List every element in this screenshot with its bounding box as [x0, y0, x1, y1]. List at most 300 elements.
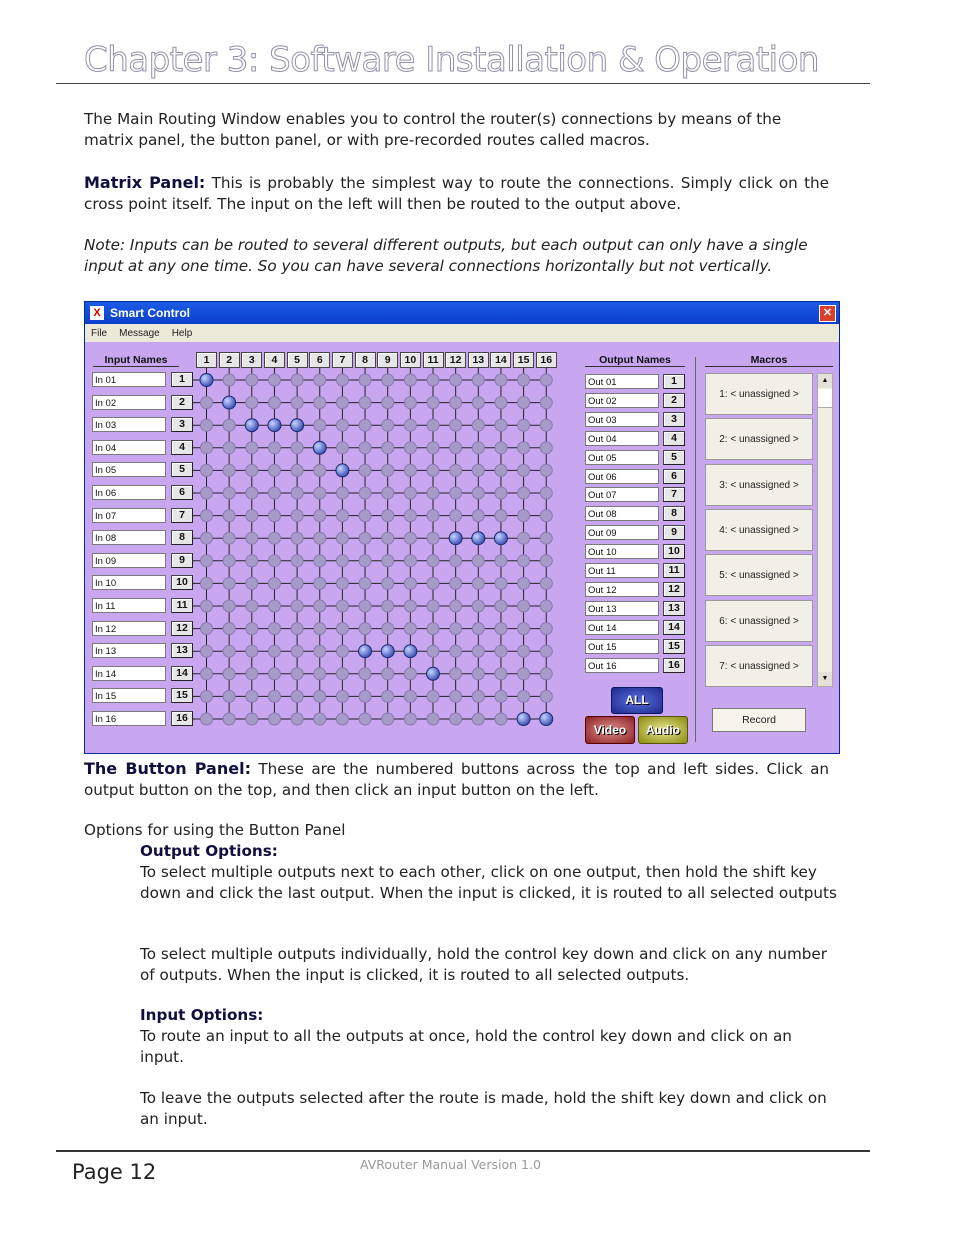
crosspoint[interactable] [472, 623, 484, 635]
crosspoint[interactable] [291, 487, 303, 499]
crosspoint[interactable] [518, 397, 530, 409]
crosspoint[interactable] [382, 374, 394, 386]
crosspoint[interactable] [359, 510, 371, 522]
crosspoint[interactable] [246, 600, 258, 612]
crosspoint[interactable] [201, 397, 213, 409]
crosspoint[interactable] [540, 623, 552, 635]
crosspoint[interactable] [450, 397, 462, 409]
crosspoint-active[interactable] [427, 667, 440, 680]
crosspoint[interactable] [291, 374, 303, 386]
crosspoint[interactable] [223, 577, 235, 589]
crosspoint[interactable] [472, 713, 484, 725]
crosspoint[interactable] [495, 442, 507, 454]
crosspoint[interactable] [404, 487, 416, 499]
crosspoint[interactable] [291, 577, 303, 589]
output-name-field[interactable]: Out 09 [585, 525, 659, 540]
crosspoint[interactable] [201, 690, 213, 702]
crosspoint[interactable] [268, 510, 280, 522]
crosspoint[interactable] [359, 442, 371, 454]
crosspoint[interactable] [495, 668, 507, 680]
crosspoint[interactable] [404, 419, 416, 431]
crosspoint[interactable] [472, 645, 484, 657]
crosspoint[interactable] [336, 668, 348, 680]
crosspoint[interactable] [404, 464, 416, 476]
crosspoint-active[interactable] [472, 532, 485, 545]
crosspoint[interactable] [246, 668, 258, 680]
crosspoint[interactable] [495, 690, 507, 702]
crosspoint[interactable] [246, 577, 258, 589]
crosspoint[interactable] [540, 419, 552, 431]
crosspoint[interactable] [382, 600, 394, 612]
input-button[interactable]: 11 [171, 598, 193, 613]
crosspoint[interactable] [518, 690, 530, 702]
output-column-button[interactable]: 13 [468, 352, 489, 368]
crosspoint[interactable] [472, 690, 484, 702]
crosspoint[interactable] [359, 532, 371, 544]
output-name-field[interactable]: Out 04 [585, 431, 659, 446]
crosspoint[interactable] [450, 374, 462, 386]
output-name-field[interactable]: Out 15 [585, 639, 659, 654]
crosspoint[interactable] [291, 623, 303, 635]
crosspoint[interactable] [291, 397, 303, 409]
macro-button[interactable]: 3: < unassigned > [705, 464, 813, 506]
crosspoint[interactable] [223, 464, 235, 476]
output-column-button[interactable]: 16 [536, 352, 557, 368]
input-button[interactable]: 13 [171, 643, 193, 658]
crosspoint[interactable] [223, 645, 235, 657]
crosspoint-active[interactable] [404, 645, 417, 658]
output-name-field[interactable]: Out 01 [585, 374, 659, 389]
crosspoint[interactable] [472, 374, 484, 386]
crosspoint[interactable] [540, 555, 552, 567]
all-button[interactable]: ALL [611, 687, 663, 714]
output-button[interactable]: 11 [663, 563, 685, 578]
crosspoint[interactable] [201, 487, 213, 499]
crosspoint[interactable] [336, 532, 348, 544]
crosspoint[interactable] [427, 442, 439, 454]
crosspoint[interactable] [246, 442, 258, 454]
crosspoint-active[interactable] [449, 532, 462, 545]
crosspoint-active[interactable] [245, 419, 258, 432]
crosspoint-active[interactable] [223, 396, 236, 409]
close-icon[interactable]: ✕ [819, 305, 836, 322]
crosspoint[interactable] [495, 577, 507, 589]
output-column-button[interactable]: 1 [196, 352, 217, 368]
crosspoint[interactable] [450, 464, 462, 476]
input-name-field[interactable]: In 16 [92, 711, 166, 726]
crosspoint[interactable] [382, 690, 394, 702]
crosspoint[interactable] [518, 668, 530, 680]
output-column-button[interactable]: 6 [309, 352, 330, 368]
crosspoint[interactable] [427, 623, 439, 635]
crosspoint[interactable] [291, 555, 303, 567]
crosspoint[interactable] [223, 690, 235, 702]
crosspoint[interactable] [268, 442, 280, 454]
input-button[interactable]: 8 [171, 530, 193, 545]
crosspoint-active[interactable] [381, 645, 394, 658]
output-column-button[interactable]: 12 [445, 352, 466, 368]
output-column-button[interactable]: 10 [400, 352, 421, 368]
input-name-field[interactable]: In 09 [92, 553, 166, 568]
crosspoint[interactable] [268, 713, 280, 725]
crosspoint[interactable] [495, 397, 507, 409]
crosspoint[interactable] [518, 532, 530, 544]
crosspoint[interactable] [336, 690, 348, 702]
crosspoint[interactable] [336, 555, 348, 567]
crosspoint[interactable] [314, 374, 326, 386]
crosspoint[interactable] [427, 690, 439, 702]
crosspoint[interactable] [540, 464, 552, 476]
crosspoint[interactable] [314, 713, 326, 725]
output-column-button[interactable]: 4 [264, 352, 285, 368]
crosspoint[interactable] [427, 487, 439, 499]
crosspoint[interactable] [427, 645, 439, 657]
crosspoint[interactable] [336, 510, 348, 522]
crosspoint[interactable] [291, 442, 303, 454]
scroll-down-icon[interactable]: ▼ [818, 672, 832, 686]
output-column-button[interactable]: 5 [287, 352, 308, 368]
crosspoint[interactable] [427, 555, 439, 567]
crosspoint[interactable] [336, 374, 348, 386]
output-button[interactable]: 10 [663, 544, 685, 559]
output-button[interactable]: 2 [663, 393, 685, 408]
output-name-field[interactable]: Out 08 [585, 506, 659, 521]
crosspoint[interactable] [427, 713, 439, 725]
crosspoint[interactable] [291, 532, 303, 544]
crosspoint[interactable] [223, 555, 235, 567]
output-name-field[interactable]: Out 05 [585, 450, 659, 465]
crosspoint[interactable] [336, 442, 348, 454]
crosspoint[interactable] [268, 623, 280, 635]
crosspoint[interactable] [268, 668, 280, 680]
output-column-button[interactable]: 11 [423, 352, 444, 368]
crosspoint[interactable] [450, 487, 462, 499]
crosspoint[interactable] [291, 510, 303, 522]
menu-message[interactable]: Message [119, 327, 160, 339]
crosspoint[interactable] [291, 713, 303, 725]
crosspoint[interactable] [201, 464, 213, 476]
crosspoint[interactable] [382, 532, 394, 544]
crosspoint-active[interactable] [291, 419, 304, 432]
menu-file[interactable]: File [91, 327, 108, 339]
crosspoint[interactable] [223, 487, 235, 499]
output-button[interactable]: 1 [663, 374, 685, 389]
crosspoint[interactable] [495, 419, 507, 431]
crosspoint[interactable] [495, 487, 507, 499]
crosspoint[interactable] [427, 577, 439, 589]
crosspoint[interactable] [382, 397, 394, 409]
crosspoint[interactable] [359, 690, 371, 702]
crosspoint[interactable] [314, 600, 326, 612]
crosspoint[interactable] [427, 374, 439, 386]
input-name-field[interactable]: In 07 [92, 508, 166, 523]
crosspoint[interactable] [314, 690, 326, 702]
crosspoint[interactable] [268, 464, 280, 476]
crosspoint[interactable] [450, 713, 462, 725]
crosspoint[interactable] [336, 713, 348, 725]
input-button[interactable]: 5 [171, 462, 193, 477]
crosspoint[interactable] [427, 397, 439, 409]
crosspoint[interactable] [404, 442, 416, 454]
crosspoint[interactable] [268, 487, 280, 499]
crosspoint[interactable] [540, 532, 552, 544]
crosspoint[interactable] [314, 577, 326, 589]
output-name-field[interactable]: Out 14 [585, 620, 659, 635]
crosspoint[interactable] [201, 577, 213, 589]
crosspoint[interactable] [450, 510, 462, 522]
crosspoint[interactable] [314, 397, 326, 409]
crosspoint[interactable] [359, 713, 371, 725]
input-name-field[interactable]: In 08 [92, 530, 166, 545]
output-column-button[interactable]: 15 [513, 352, 534, 368]
crosspoint[interactable] [201, 668, 213, 680]
input-name-field[interactable]: In 14 [92, 666, 166, 681]
crosspoint[interactable] [495, 623, 507, 635]
crosspoint-active[interactable] [359, 645, 372, 658]
crosspoint[interactable] [540, 600, 552, 612]
input-name-field[interactable]: In 02 [92, 395, 166, 410]
crosspoint[interactable] [540, 645, 552, 657]
crosspoint[interactable] [382, 577, 394, 589]
input-name-field[interactable]: In 01 [92, 372, 166, 387]
crosspoint[interactable] [472, 555, 484, 567]
output-name-field[interactable]: Out 16 [585, 658, 659, 673]
crosspoint[interactable] [404, 713, 416, 725]
crosspoint[interactable] [201, 419, 213, 431]
crosspoint[interactable] [268, 397, 280, 409]
crosspoint[interactable] [540, 487, 552, 499]
crosspoint[interactable] [518, 419, 530, 431]
crosspoint[interactable] [359, 577, 371, 589]
output-button[interactable]: 3 [663, 412, 685, 427]
crosspoint[interactable] [404, 577, 416, 589]
crosspoint[interactable] [540, 510, 552, 522]
input-name-field[interactable]: In 13 [92, 643, 166, 658]
crosspoint[interactable] [495, 464, 507, 476]
crosspoint-active[interactable] [517, 713, 530, 726]
crosspoint-active[interactable] [313, 441, 326, 454]
crosspoint[interactable] [382, 510, 394, 522]
crosspoint[interactable] [540, 577, 552, 589]
crosspoint[interactable] [472, 419, 484, 431]
crosspoint[interactable] [382, 555, 394, 567]
crosspoint[interactable] [268, 577, 280, 589]
audio-button[interactable]: Audio [638, 716, 688, 744]
crosspoint[interactable] [268, 600, 280, 612]
crosspoint[interactable] [201, 555, 213, 567]
output-column-button[interactable]: 7 [332, 352, 353, 368]
crosspoint[interactable] [246, 555, 258, 567]
crosspoint[interactable] [450, 419, 462, 431]
output-button[interactable]: 9 [663, 525, 685, 540]
crosspoint[interactable] [246, 464, 258, 476]
output-button[interactable]: 16 [663, 658, 685, 673]
input-button[interactable]: 10 [171, 575, 193, 590]
output-name-field[interactable]: Out 13 [585, 601, 659, 616]
input-name-field[interactable]: In 10 [92, 575, 166, 590]
crosspoint[interactable] [472, 510, 484, 522]
output-name-field[interactable]: Out 12 [585, 582, 659, 597]
output-name-field[interactable]: Out 11 [585, 563, 659, 578]
crosspoint[interactable] [223, 442, 235, 454]
crosspoint-active[interactable] [540, 713, 553, 726]
crosspoint[interactable] [404, 510, 416, 522]
output-button[interactable]: 13 [663, 601, 685, 616]
crosspoint[interactable] [201, 510, 213, 522]
crosspoint[interactable] [382, 623, 394, 635]
crosspoint[interactable] [450, 577, 462, 589]
output-button[interactable]: 12 [663, 582, 685, 597]
video-button[interactable]: Video [585, 716, 635, 744]
crosspoint[interactable] [472, 442, 484, 454]
crosspoint[interactable] [336, 419, 348, 431]
crosspoint[interactable] [404, 555, 416, 567]
crosspoint[interactable] [314, 464, 326, 476]
output-column-button[interactable]: 14 [490, 352, 511, 368]
crosspoint[interactable] [450, 623, 462, 635]
crosspoint[interactable] [518, 442, 530, 454]
crosspoint[interactable] [427, 532, 439, 544]
crosspoint[interactable] [472, 487, 484, 499]
crosspoint[interactable] [382, 487, 394, 499]
crosspoint-active[interactable] [268, 419, 281, 432]
crosspoint[interactable] [404, 690, 416, 702]
crosspoint[interactable] [540, 374, 552, 386]
crosspoint[interactable] [268, 374, 280, 386]
crosspoint[interactable] [201, 645, 213, 657]
input-button[interactable]: 12 [171, 621, 193, 636]
crosspoint[interactable] [246, 645, 258, 657]
crosspoint[interactable] [495, 374, 507, 386]
input-button[interactable]: 16 [171, 711, 193, 726]
output-button[interactable]: 6 [663, 469, 685, 484]
output-button[interactable]: 15 [663, 639, 685, 654]
crosspoint[interactable] [201, 713, 213, 725]
crosspoint[interactable] [314, 668, 326, 680]
crosspoint[interactable] [246, 713, 258, 725]
crosspoint[interactable] [246, 397, 258, 409]
crosspoint[interactable] [359, 600, 371, 612]
output-column-button[interactable]: 8 [355, 352, 376, 368]
crosspoint[interactable] [291, 645, 303, 657]
macro-button[interactable]: 5: < unassigned > [705, 554, 813, 596]
crosspoint[interactable] [495, 555, 507, 567]
crosspoint[interactable] [359, 464, 371, 476]
macro-button[interactable]: 2: < unassigned > [705, 418, 813, 460]
input-name-field[interactable]: In 12 [92, 621, 166, 636]
crosspoint[interactable] [540, 442, 552, 454]
crosspoint[interactable] [359, 374, 371, 386]
crosspoint[interactable] [223, 600, 235, 612]
scroll-thumb[interactable] [818, 389, 832, 408]
crosspoint[interactable] [518, 555, 530, 567]
crosspoint[interactable] [495, 600, 507, 612]
output-column-button[interactable]: 2 [219, 352, 240, 368]
output-button[interactable]: 4 [663, 431, 685, 446]
crosspoint[interactable] [450, 442, 462, 454]
crosspoint[interactable] [450, 555, 462, 567]
crosspoint[interactable] [223, 510, 235, 522]
crosspoint[interactable] [427, 510, 439, 522]
crosspoint[interactable] [540, 397, 552, 409]
crosspoint[interactable] [427, 419, 439, 431]
crosspoint[interactable] [382, 464, 394, 476]
input-button[interactable]: 15 [171, 688, 193, 703]
crosspoint[interactable] [336, 397, 348, 409]
crosspoint[interactable] [223, 532, 235, 544]
crosspoint[interactable] [359, 419, 371, 431]
crosspoint[interactable] [404, 600, 416, 612]
crosspoint[interactable] [404, 374, 416, 386]
crosspoint[interactable] [291, 600, 303, 612]
crosspoint[interactable] [336, 577, 348, 589]
output-column-button[interactable]: 9 [377, 352, 398, 368]
crosspoint[interactable] [223, 623, 235, 635]
output-button[interactable]: 8 [663, 506, 685, 521]
input-button[interactable]: 3 [171, 417, 193, 432]
crosspoint[interactable] [472, 668, 484, 680]
crosspoint[interactable] [540, 668, 552, 680]
crosspoint[interactable] [268, 555, 280, 567]
output-button[interactable]: 7 [663, 487, 685, 502]
crosspoint-active[interactable] [200, 374, 213, 387]
crosspoint[interactable] [314, 645, 326, 657]
input-button[interactable]: 7 [171, 508, 193, 523]
crosspoint[interactable] [201, 623, 213, 635]
crosspoint[interactable] [246, 487, 258, 499]
crosspoint[interactable] [495, 645, 507, 657]
crosspoint[interactable] [246, 374, 258, 386]
crosspoint[interactable] [314, 532, 326, 544]
crosspoint[interactable] [518, 510, 530, 522]
crosspoint[interactable] [336, 623, 348, 635]
crosspoint[interactable] [450, 668, 462, 680]
crosspoint[interactable] [314, 555, 326, 567]
crosspoint[interactable] [518, 374, 530, 386]
crosspoint[interactable] [291, 690, 303, 702]
crosspoint[interactable] [404, 532, 416, 544]
crosspoint[interactable] [201, 600, 213, 612]
input-name-field[interactable]: In 05 [92, 462, 166, 477]
crosspoint[interactable] [314, 419, 326, 431]
output-column-button[interactable]: 3 [241, 352, 262, 368]
crosspoint[interactable] [268, 532, 280, 544]
crosspoint[interactable] [495, 713, 507, 725]
record-button[interactable]: Record [712, 708, 806, 732]
crosspoint[interactable] [314, 487, 326, 499]
crosspoint[interactable] [223, 374, 235, 386]
crosspoint[interactable] [518, 487, 530, 499]
crosspoint[interactable] [246, 690, 258, 702]
input-button[interactable]: 6 [171, 485, 193, 500]
input-button[interactable]: 9 [171, 553, 193, 568]
crosspoint[interactable] [336, 487, 348, 499]
input-button[interactable]: 4 [171, 440, 193, 455]
output-name-field[interactable]: Out 10 [585, 544, 659, 559]
input-name-field[interactable]: In 04 [92, 440, 166, 455]
crosspoint[interactable] [291, 668, 303, 680]
output-button[interactable]: 14 [663, 620, 685, 635]
input-name-field[interactable]: In 06 [92, 485, 166, 500]
crosspoint[interactable] [246, 623, 258, 635]
output-name-field[interactable]: Out 03 [585, 412, 659, 427]
crosspoint[interactable] [359, 487, 371, 499]
macro-button[interactable]: 7: < unassigned > [705, 645, 813, 687]
macro-button[interactable]: 4: < unassigned > [705, 509, 813, 551]
crosspoint[interactable] [450, 645, 462, 657]
crosspoint[interactable] [518, 623, 530, 635]
input-name-field[interactable]: In 11 [92, 598, 166, 613]
